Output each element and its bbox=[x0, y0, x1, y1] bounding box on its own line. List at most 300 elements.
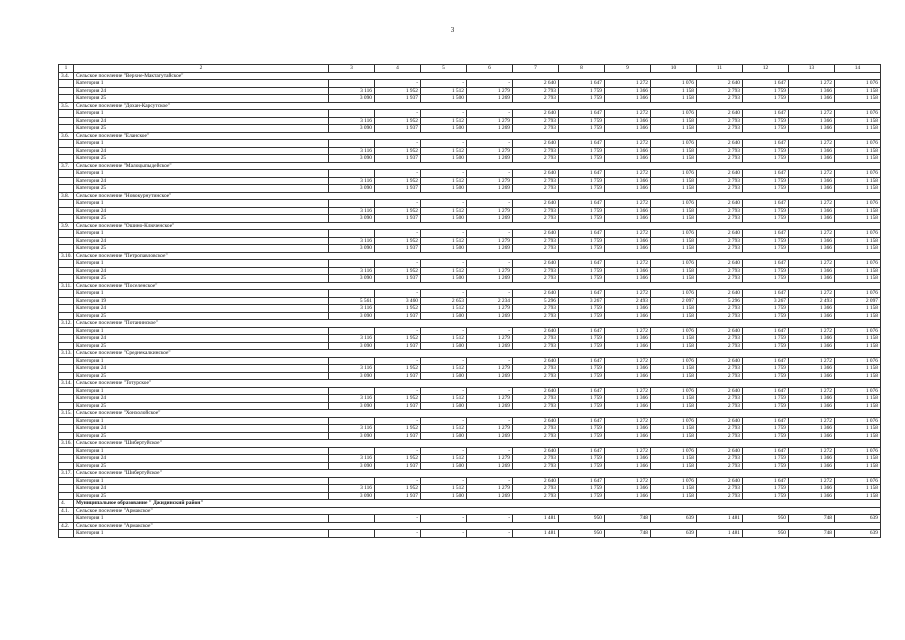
value-cell: 2 793 bbox=[513, 95, 559, 103]
value-cell: - bbox=[421, 110, 467, 118]
value-cell: 2 640 bbox=[513, 417, 559, 425]
value-cell: 1 952 bbox=[375, 237, 421, 245]
value-cell: 1 366 bbox=[605, 335, 651, 343]
value-cell: 1 366 bbox=[789, 305, 835, 313]
value-cell: 1 076 bbox=[651, 200, 697, 208]
table-row bbox=[59, 387, 881, 395]
section-row bbox=[59, 320, 881, 328]
table-row bbox=[59, 237, 881, 245]
value-cell: 3 267 bbox=[559, 297, 605, 305]
section-title: Муниципальное образование " Джидинский район" bbox=[74, 500, 881, 508]
value-cell: 1 647 bbox=[559, 200, 605, 208]
section-row bbox=[59, 102, 881, 110]
value-cell: 2 793 bbox=[697, 237, 743, 245]
value-cell: 2 640 bbox=[697, 387, 743, 395]
value-cell: 1 158 bbox=[651, 95, 697, 103]
value-cell: 748 bbox=[605, 530, 651, 538]
value-cell: 1 272 bbox=[789, 387, 835, 395]
value-cell: 1 158 bbox=[651, 492, 697, 500]
value-cell: 1 500 bbox=[421, 95, 467, 103]
empty-cell bbox=[59, 477, 74, 485]
column-header: 9 bbox=[605, 65, 651, 73]
empty-cell bbox=[59, 447, 74, 455]
value-cell: 1 512 bbox=[421, 87, 467, 95]
value-cell: 1 158 bbox=[651, 237, 697, 245]
value-cell: 2 793 bbox=[697, 492, 743, 500]
column-header: 6 bbox=[467, 65, 513, 73]
value-cell: 1 272 bbox=[789, 200, 835, 208]
value-cell: 1 759 bbox=[559, 177, 605, 185]
value-cell: 1 366 bbox=[789, 395, 835, 403]
value-cell: - bbox=[467, 80, 513, 88]
value-cell: 2 793 bbox=[513, 312, 559, 320]
value-cell: 1 512 bbox=[421, 237, 467, 245]
value-cell: 1 512 bbox=[421, 207, 467, 215]
section-row bbox=[59, 72, 881, 80]
value-cell: - bbox=[375, 290, 421, 298]
value-cell bbox=[329, 170, 375, 178]
value-cell: 1 366 bbox=[605, 432, 651, 440]
value-cell: 2 793 bbox=[697, 267, 743, 275]
value-cell: 1 366 bbox=[605, 117, 651, 125]
value-cell: - bbox=[375, 110, 421, 118]
category-label: Категория 25 bbox=[74, 155, 329, 163]
category-label: Категория 25 bbox=[74, 312, 329, 320]
category-label: Категория 1 bbox=[74, 327, 329, 335]
value-cell bbox=[329, 357, 375, 365]
value-cell: 1 158 bbox=[651, 267, 697, 275]
value-cell: 2 640 bbox=[697, 170, 743, 178]
value-cell: 1 759 bbox=[559, 125, 605, 133]
value-cell: 1 076 bbox=[651, 387, 697, 395]
value-cell: 1 952 bbox=[375, 207, 421, 215]
value-cell: 1 158 bbox=[835, 365, 881, 373]
table-row bbox=[59, 432, 881, 440]
table-header-row bbox=[59, 65, 881, 73]
value-cell: 1 759 bbox=[743, 485, 789, 493]
value-cell: 1 937 bbox=[375, 402, 421, 410]
value-cell: - bbox=[467, 447, 513, 455]
value-cell: 1 647 bbox=[559, 417, 605, 425]
category-label: Категория 24 bbox=[74, 485, 329, 493]
value-cell: 1 366 bbox=[605, 237, 651, 245]
value-cell bbox=[329, 260, 375, 268]
value-cell: 1 158 bbox=[835, 237, 881, 245]
value-cell: 3 116 bbox=[329, 117, 375, 125]
section-title: Сельское поселение "Среднекалкинское" bbox=[74, 350, 881, 358]
value-cell: 2 493 bbox=[789, 297, 835, 305]
category-label: Категория 25 bbox=[74, 215, 329, 223]
value-cell: 1 937 bbox=[375, 492, 421, 500]
value-cell: 1 158 bbox=[835, 462, 881, 470]
empty-cell bbox=[59, 327, 74, 335]
value-cell: 2 793 bbox=[513, 305, 559, 313]
value-cell: 2 793 bbox=[697, 215, 743, 223]
section-title: Сельское поселение "Еланское" bbox=[74, 132, 881, 140]
value-cell: 2 640 bbox=[697, 230, 743, 238]
value-cell: 1 481 bbox=[697, 530, 743, 538]
value-cell: 1 158 bbox=[835, 455, 881, 463]
value-cell: 1 512 bbox=[421, 485, 467, 493]
value-cell: 1 366 bbox=[605, 372, 651, 380]
value-cell: 1 759 bbox=[743, 185, 789, 193]
column-header: 8 bbox=[559, 65, 605, 73]
value-cell: 1 759 bbox=[743, 177, 789, 185]
value-cell bbox=[329, 200, 375, 208]
value-cell: 2 793 bbox=[697, 185, 743, 193]
table-row bbox=[59, 395, 881, 403]
category-label: Категория 25 bbox=[74, 95, 329, 103]
value-cell: 1 366 bbox=[789, 147, 835, 155]
value-cell: 2 793 bbox=[697, 342, 743, 350]
value-cell: 1 272 bbox=[605, 327, 651, 335]
value-cell: 1 366 bbox=[605, 455, 651, 463]
value-cell: 2 640 bbox=[697, 140, 743, 148]
table-row bbox=[59, 327, 881, 335]
section-title: Сельское поселение "Армакское" bbox=[74, 522, 881, 530]
value-cell: - bbox=[375, 327, 421, 335]
value-cell: 2 793 bbox=[697, 117, 743, 125]
value-cell: 3 090 bbox=[329, 372, 375, 380]
section-row bbox=[59, 132, 881, 140]
value-cell: 1 366 bbox=[605, 395, 651, 403]
category-label: Категория 1 bbox=[74, 170, 329, 178]
value-cell: 1 759 bbox=[743, 425, 789, 433]
column-header: 4 bbox=[375, 65, 421, 73]
value-cell: 1 937 bbox=[375, 245, 421, 253]
value-cell: 1 937 bbox=[375, 462, 421, 470]
category-label: Категория 1 bbox=[74, 417, 329, 425]
section-row bbox=[59, 350, 881, 358]
value-cell: 1 759 bbox=[743, 207, 789, 215]
value-cell: 1 647 bbox=[743, 170, 789, 178]
value-cell: 950 bbox=[559, 515, 605, 523]
value-cell: 1 366 bbox=[605, 95, 651, 103]
value-cell: 1 272 bbox=[789, 260, 835, 268]
table-row bbox=[59, 290, 881, 298]
value-cell: 1 647 bbox=[559, 357, 605, 365]
empty-cell bbox=[59, 462, 74, 470]
value-cell: 1 076 bbox=[651, 230, 697, 238]
section-row bbox=[59, 282, 881, 290]
value-cell: 1 279 bbox=[467, 237, 513, 245]
category-label: Категория 24 bbox=[74, 365, 329, 373]
value-cell: 1 158 bbox=[651, 185, 697, 193]
value-cell: 1 759 bbox=[559, 485, 605, 493]
value-cell: 1 500 bbox=[421, 125, 467, 133]
value-cell: 3 116 bbox=[329, 335, 375, 343]
value-cell: 1 158 bbox=[835, 432, 881, 440]
value-cell: 1 076 bbox=[651, 290, 697, 298]
value-cell: - bbox=[467, 110, 513, 118]
empty-cell bbox=[59, 432, 74, 440]
value-cell: 3 090 bbox=[329, 125, 375, 133]
value-cell: 1 937 bbox=[375, 125, 421, 133]
value-cell: 1 759 bbox=[743, 462, 789, 470]
value-cell: 1 366 bbox=[789, 455, 835, 463]
table-row bbox=[59, 140, 881, 148]
value-cell: 1 269 bbox=[467, 275, 513, 283]
value-cell: 1 158 bbox=[651, 305, 697, 313]
value-cell: 2 640 bbox=[513, 477, 559, 485]
value-cell: 1 076 bbox=[651, 110, 697, 118]
value-cell: 1 076 bbox=[835, 140, 881, 148]
value-cell: 1 759 bbox=[743, 395, 789, 403]
value-cell: 1 158 bbox=[651, 125, 697, 133]
value-cell: 2 097 bbox=[835, 297, 881, 305]
value-cell: 2 793 bbox=[513, 335, 559, 343]
value-cell: 2 793 bbox=[697, 305, 743, 313]
table-row bbox=[59, 357, 881, 365]
section-title: Сельское поселение "Новокурнутинское" bbox=[74, 192, 881, 200]
value-cell: 1 759 bbox=[559, 425, 605, 433]
value-cell: - bbox=[375, 515, 421, 523]
value-cell: 1 158 bbox=[835, 275, 881, 283]
section-title: Сельское поселение "Поселенское" bbox=[74, 282, 881, 290]
value-cell: - bbox=[375, 387, 421, 395]
value-cell: 1 759 bbox=[559, 147, 605, 155]
section-title: Сельское поселение "Ошино-Ключенское" bbox=[74, 222, 881, 230]
value-cell: 1 158 bbox=[651, 335, 697, 343]
value-cell: 2 793 bbox=[697, 87, 743, 95]
value-cell: 2 793 bbox=[697, 275, 743, 283]
value-cell: 2 793 bbox=[697, 335, 743, 343]
value-cell: 1 952 bbox=[375, 455, 421, 463]
value-cell: 1 366 bbox=[605, 177, 651, 185]
value-cell: 1 076 bbox=[651, 170, 697, 178]
value-cell: - bbox=[421, 80, 467, 88]
value-cell: 1 937 bbox=[375, 372, 421, 380]
value-cell: 3 116 bbox=[329, 237, 375, 245]
value-cell: 1 158 bbox=[651, 395, 697, 403]
value-cell: 1 647 bbox=[743, 387, 789, 395]
column-header: 5 bbox=[421, 65, 467, 73]
empty-cell bbox=[59, 485, 74, 493]
value-cell: 1 366 bbox=[789, 245, 835, 253]
column-header: 11 bbox=[697, 65, 743, 73]
category-label: Категория 25 bbox=[74, 462, 329, 470]
value-cell: 1 366 bbox=[789, 185, 835, 193]
value-cell: 1 158 bbox=[835, 425, 881, 433]
category-label: Категория 1 bbox=[74, 530, 329, 538]
value-cell: 2 793 bbox=[697, 365, 743, 373]
empty-cell bbox=[59, 455, 74, 463]
value-cell: 1 759 bbox=[559, 395, 605, 403]
value-cell: 1 158 bbox=[651, 372, 697, 380]
value-cell: 3 090 bbox=[329, 432, 375, 440]
value-cell: - bbox=[421, 447, 467, 455]
table-row bbox=[59, 477, 881, 485]
value-cell: 1 158 bbox=[835, 177, 881, 185]
empty-cell bbox=[59, 275, 74, 283]
value-cell: 1 647 bbox=[743, 110, 789, 118]
category-label: Категория 1 bbox=[74, 230, 329, 238]
value-cell: 1 759 bbox=[743, 147, 789, 155]
value-cell: 3 090 bbox=[329, 245, 375, 253]
value-cell: 1 366 bbox=[789, 177, 835, 185]
table-row bbox=[59, 425, 881, 433]
value-cell: 1 366 bbox=[605, 155, 651, 163]
value-cell: 3 116 bbox=[329, 425, 375, 433]
value-cell: 2 640 bbox=[513, 110, 559, 118]
value-cell: 1 647 bbox=[559, 170, 605, 178]
section-number: 3.13. bbox=[59, 350, 74, 358]
value-cell: - bbox=[421, 530, 467, 538]
value-cell: 1 158 bbox=[651, 155, 697, 163]
empty-cell bbox=[59, 237, 74, 245]
value-cell: 2 097 bbox=[651, 297, 697, 305]
value-cell: 1 366 bbox=[789, 335, 835, 343]
value-cell: 1 269 bbox=[467, 372, 513, 380]
value-cell: 1 158 bbox=[651, 455, 697, 463]
value-cell: - bbox=[375, 140, 421, 148]
value-cell: 2 640 bbox=[513, 327, 559, 335]
empty-cell bbox=[59, 267, 74, 275]
value-cell: 1 158 bbox=[835, 305, 881, 313]
empty-cell bbox=[59, 87, 74, 95]
table-row bbox=[59, 530, 881, 538]
value-cell: 1 647 bbox=[743, 357, 789, 365]
value-cell: 2 640 bbox=[513, 170, 559, 178]
value-cell: 1 759 bbox=[743, 245, 789, 253]
value-cell: 1 158 bbox=[835, 312, 881, 320]
section-number: 3.6. bbox=[59, 132, 74, 140]
value-cell bbox=[329, 327, 375, 335]
table-row bbox=[59, 305, 881, 313]
value-cell: 1 759 bbox=[559, 215, 605, 223]
value-cell: 2 793 bbox=[697, 372, 743, 380]
value-cell: 1 279 bbox=[467, 267, 513, 275]
value-cell: 1 647 bbox=[559, 327, 605, 335]
value-cell: 1 647 bbox=[559, 387, 605, 395]
value-cell: 1 759 bbox=[743, 125, 789, 133]
value-cell: 1 759 bbox=[743, 335, 789, 343]
value-cell: 1 366 bbox=[605, 275, 651, 283]
value-cell: 1 269 bbox=[467, 95, 513, 103]
value-cell: 1 647 bbox=[559, 110, 605, 118]
value-cell: 1 269 bbox=[467, 402, 513, 410]
empty-cell bbox=[59, 215, 74, 223]
value-cell: 1 158 bbox=[651, 402, 697, 410]
section-title: Сельское поселение "Дохан-Карсутское" bbox=[74, 102, 881, 110]
value-cell: 1 759 bbox=[559, 492, 605, 500]
empty-cell bbox=[59, 200, 74, 208]
value-cell: 1 158 bbox=[651, 425, 697, 433]
value-cell: 1 158 bbox=[651, 117, 697, 125]
column-header: 13 bbox=[789, 65, 835, 73]
value-cell: 3 090 bbox=[329, 95, 375, 103]
value-cell: 3 267 bbox=[743, 297, 789, 305]
value-cell: 1 759 bbox=[559, 275, 605, 283]
value-cell: 1 279 bbox=[467, 485, 513, 493]
value-cell: 3 090 bbox=[329, 185, 375, 193]
value-cell: 1 500 bbox=[421, 155, 467, 163]
value-cell: - bbox=[375, 357, 421, 365]
value-cell: - bbox=[421, 170, 467, 178]
value-cell: 1 076 bbox=[835, 387, 881, 395]
value-cell: 2 793 bbox=[513, 485, 559, 493]
value-cell: 1 272 bbox=[605, 140, 651, 148]
value-cell: 1 647 bbox=[559, 290, 605, 298]
section-number: 3.7. bbox=[59, 162, 74, 170]
value-cell: 2 793 bbox=[513, 462, 559, 470]
value-cell: 1 366 bbox=[789, 365, 835, 373]
value-cell: 2 793 bbox=[697, 207, 743, 215]
value-cell: 1 759 bbox=[743, 312, 789, 320]
table-row bbox=[59, 312, 881, 320]
value-cell: 2 793 bbox=[697, 485, 743, 493]
value-cell: 2 640 bbox=[697, 80, 743, 88]
category-label: Категория 1 bbox=[74, 515, 329, 523]
value-cell: 1 500 bbox=[421, 245, 467, 253]
table-row bbox=[59, 147, 881, 155]
value-cell: 1 272 bbox=[789, 327, 835, 335]
table-row bbox=[59, 207, 881, 215]
value-cell: 1 158 bbox=[651, 275, 697, 283]
value-cell: 1 952 bbox=[375, 87, 421, 95]
value-cell: 1 366 bbox=[789, 425, 835, 433]
value-cell: 1 366 bbox=[789, 402, 835, 410]
value-cell: 2 640 bbox=[697, 110, 743, 118]
value-cell: 1 952 bbox=[375, 395, 421, 403]
section-row bbox=[59, 522, 881, 530]
value-cell: 1 272 bbox=[605, 230, 651, 238]
category-label: Категория 24 bbox=[74, 395, 329, 403]
value-cell: 3 460 bbox=[375, 297, 421, 305]
value-cell: 1 272 bbox=[789, 357, 835, 365]
empty-cell bbox=[59, 395, 74, 403]
value-cell: 1 759 bbox=[743, 237, 789, 245]
value-cell: 1 759 bbox=[743, 492, 789, 500]
value-cell: 1 759 bbox=[559, 117, 605, 125]
value-cell: 2 793 bbox=[513, 275, 559, 283]
column-header: 12 bbox=[743, 65, 789, 73]
value-cell: 1 366 bbox=[789, 215, 835, 223]
value-cell: 2 640 bbox=[697, 357, 743, 365]
value-cell: 2 793 bbox=[697, 395, 743, 403]
value-cell: 3 116 bbox=[329, 485, 375, 493]
value-cell: 1 279 bbox=[467, 305, 513, 313]
value-cell: 1 366 bbox=[789, 95, 835, 103]
value-cell: 1 366 bbox=[605, 267, 651, 275]
table-row bbox=[59, 485, 881, 493]
category-label: Категория 1 bbox=[74, 260, 329, 268]
value-cell: 2 640 bbox=[513, 80, 559, 88]
category-label: Категория 24 bbox=[74, 237, 329, 245]
value-cell: - bbox=[375, 200, 421, 208]
value-cell: 2 793 bbox=[697, 462, 743, 470]
value-cell: - bbox=[421, 200, 467, 208]
value-cell: 1 272 bbox=[789, 417, 835, 425]
value-cell: 1 158 bbox=[835, 87, 881, 95]
category-label: Категория 1 bbox=[74, 80, 329, 88]
tariff-table bbox=[58, 64, 881, 538]
value-cell: 2 640 bbox=[697, 447, 743, 455]
value-cell: 1 158 bbox=[651, 207, 697, 215]
value-cell: 1 759 bbox=[559, 185, 605, 193]
empty-cell bbox=[59, 80, 74, 88]
value-cell: 1 647 bbox=[743, 230, 789, 238]
section-row bbox=[59, 162, 881, 170]
value-cell: 1 366 bbox=[605, 87, 651, 95]
value-cell: - bbox=[467, 417, 513, 425]
value-cell: 1 076 bbox=[835, 230, 881, 238]
value-cell: 1 366 bbox=[605, 365, 651, 373]
value-cell: 1 158 bbox=[835, 485, 881, 493]
table-row bbox=[59, 170, 881, 178]
value-cell: 1 076 bbox=[651, 327, 697, 335]
table-row bbox=[59, 245, 881, 253]
